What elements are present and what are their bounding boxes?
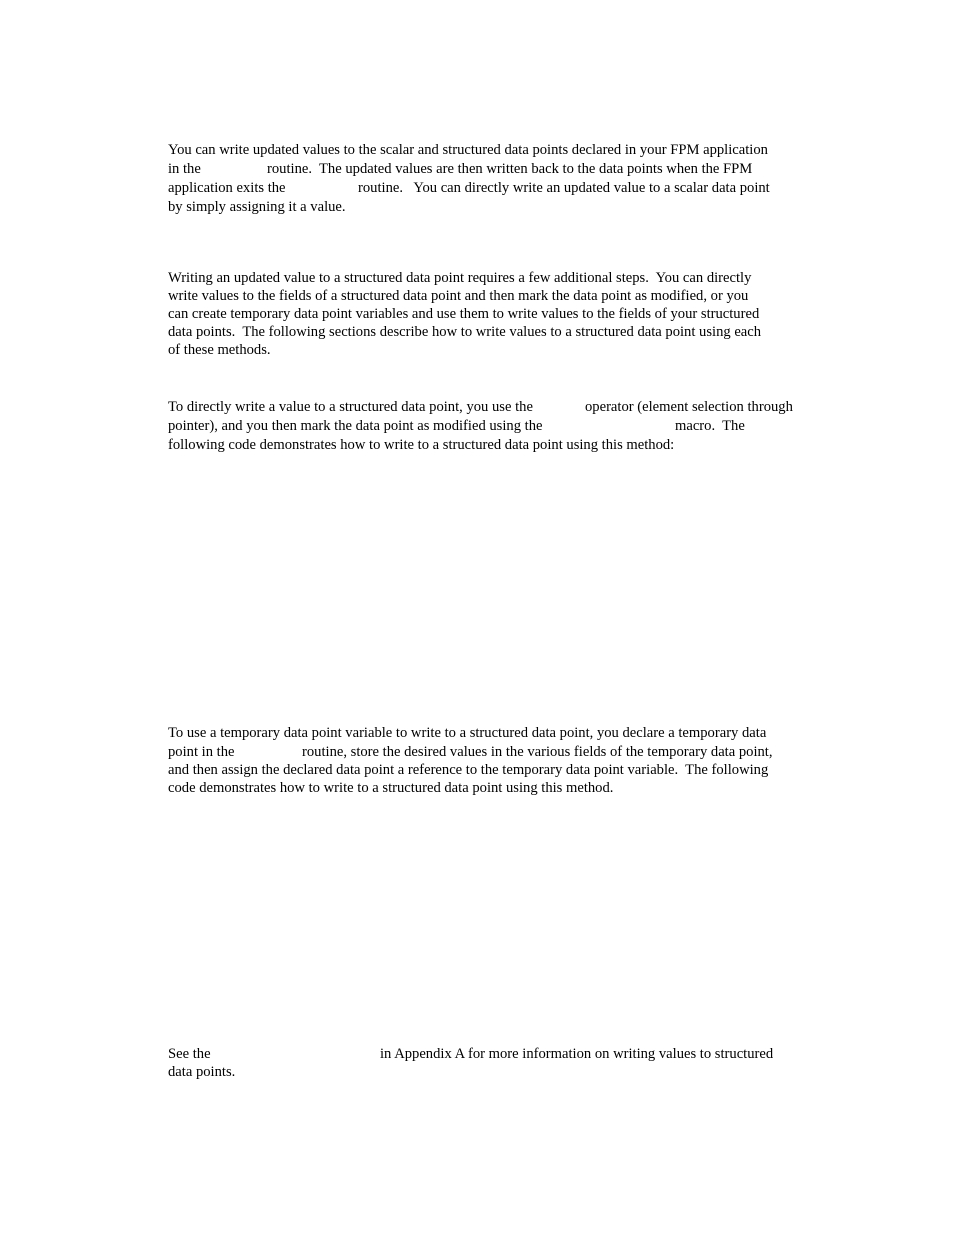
text-segment: application exits the [168,180,286,196]
text-line: by simply assigning it a value. [168,199,346,215]
text-line: can create temporary data point variables and use them to write values to the fields of your structured [168,306,760,322]
text-line: You can write updated values to the scalar and structured data points declared in your FPM application [168,142,768,158]
text-segment: in Appendix A for more information on writing values to structured [380,1046,774,1062]
text-segment: See the [168,1046,211,1062]
text-segment: point in the [168,744,235,760]
text-segment: pointer), and you then mark the data point as modified using the [168,418,543,434]
text-line: and then assign the declared data point a reference to the temporary data point variable. The following [168,762,769,778]
text-line: of these methods. [168,342,271,358]
text-line: data points. [168,1064,236,1080]
text-segment: To directly write a value to a structured data point, you use the [168,399,533,415]
text-line: following code demonstrates how to write to a structured data point using this method: [168,437,675,453]
text-segment: routine. The updated values are then written back to the data points when the FPM [267,161,753,177]
text-line [168,1045,818,1117]
text-segment: routine. You can directly write an updated value to a scalar data point [358,180,770,196]
text-line: write values to the fields of a structured data point and then mark the data point as modified, or you [168,288,749,304]
text-segment: routine, store the desired values in the various fields of the temporary data point, [302,744,773,760]
text-line: Writing an updated value to a structured data point requires a few additional steps. You can directly [168,270,752,286]
text-line: data points. The following sections describe how to write values to a structured data point using each [168,324,762,340]
text-segment: operator (element selection through [585,399,793,415]
text-segment: in the [168,161,201,177]
text-line: code demonstrates how to write to a structured data point using this method. [168,780,614,796]
text-segment: macro. The [675,418,745,434]
text-line: To use a temporary data point variable to write to a structured data point, you declare a temporary data [168,725,767,741]
